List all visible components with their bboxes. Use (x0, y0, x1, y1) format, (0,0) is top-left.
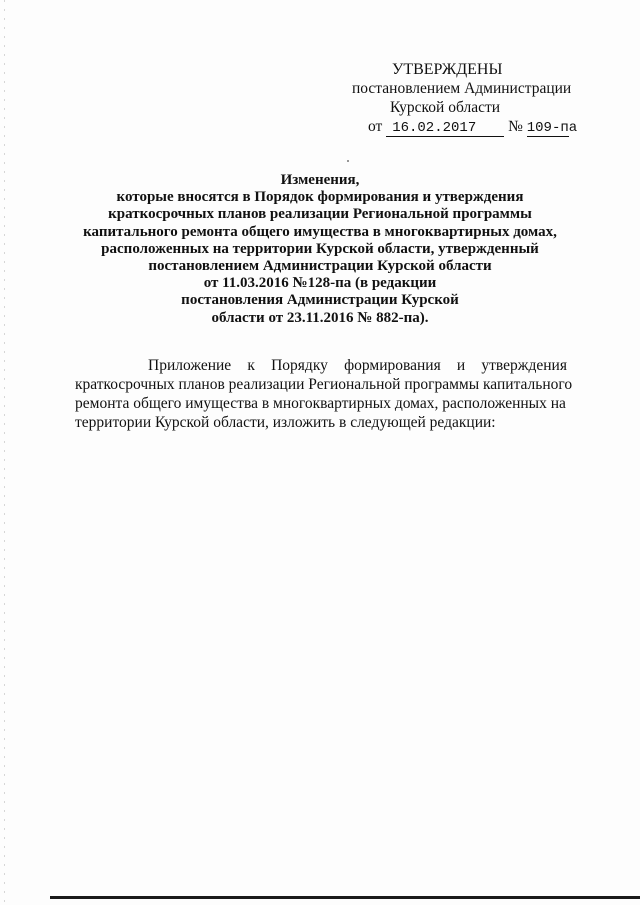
approval-stamp-block (350, 60, 600, 137)
date-prefix: от (368, 118, 383, 135)
paragraph-word: формирования (344, 357, 441, 374)
heading-line: капитального ремонта общего имущества в многоквартирных домах, (83, 223, 557, 240)
heading-line: краткосрочных планов реализации Региональной программы (108, 206, 532, 223)
paragraph-line-1 (75, 356, 567, 375)
heading-line: постановлением Администрации Курской области (148, 258, 492, 275)
heading-line: Изменения, (280, 172, 360, 188)
scan-edge-bottom (50, 896, 640, 899)
heading-line: постановления Администрации Курской (181, 292, 459, 309)
approval-line-2: Курской области (390, 99, 501, 116)
approval-date: 16.02.2017 (386, 120, 504, 137)
paragraph-line-4: территории Курской области, изложить в следующей редакции: (75, 414, 496, 431)
approval-title: УТВЕРЖДЕНЫ (392, 61, 503, 78)
heading-line: расположенных на территории Курской области, утвержденный (101, 240, 539, 257)
document-heading (60, 172, 580, 327)
paragraph-word: утверждения (481, 357, 567, 374)
paragraph-line-2: краткосрочных планов реализации Региональной программы капитального (75, 376, 573, 393)
approval-line-1: постановлением Администрации (352, 80, 572, 97)
approval-date-line (350, 117, 600, 137)
heading-line: которые вносятся в Порядок формирования и утверждения (116, 189, 524, 206)
paragraph-word: и (456, 357, 466, 374)
paragraph-word: к (247, 357, 255, 374)
scan-edge-left (4, 0, 5, 905)
scan-speck (347, 160, 349, 162)
body-paragraph (75, 356, 573, 432)
paragraph-word: Приложение (148, 357, 232, 374)
paragraph-line-3: ремонта общего имущества в многоквартирных домах, расположенных на (75, 395, 566, 412)
paragraph-word: Порядку (271, 357, 328, 374)
heading-line: от 11.03.2016 №128-па (в редакции (203, 275, 437, 292)
number-prefix: № (508, 118, 523, 135)
approval-number: 109-па (526, 120, 578, 136)
heading-line: области от 23.11.2016 № 882-па). (211, 309, 429, 326)
